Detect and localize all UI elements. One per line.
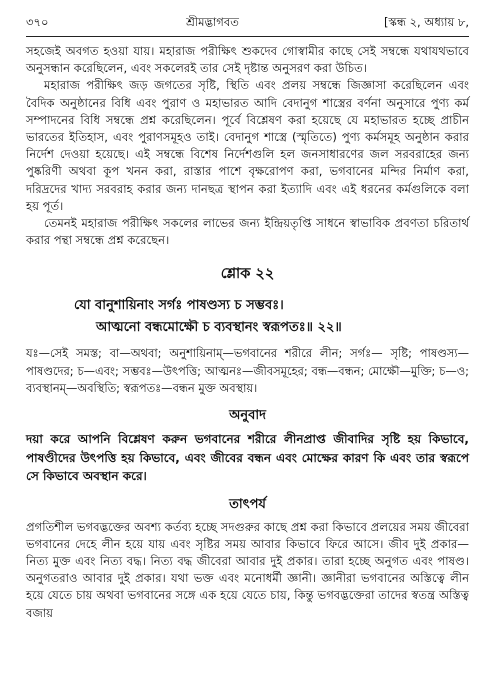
body-paragraph-3: তেমনই মহারাজ পরীক্ষিৎ সকলের লাভের জন্য ইন্দ্রিয়তৃপ্তি সাধনে স্বাভাবিক প্রবণতা চরিতার্থ করার পন্থা সম্বন্ধে প্রশ্ন করেছেন। [26,216,469,248]
canto-chapter: [স্কন্ধ ২, অধ্যায় ৮, [384,15,469,29]
page-header [26,14,469,36]
body-paragraph-1: সহজেই অবগত হওয়া যায়। মহারাজ পরীক্ষিৎ শুকদেব গোস্বামীর কাছে সেই সম্বন্ধে যথাযথভাবে অনুসন্ধান করেছিলেন, এবং সকলেরই তার সেই দৃষ্টান্ত অনুসরণ করা উচিত। [26,44,469,76]
body-paragraph-2: মহারাজ পরীক্ষিৎ জড় জগতের সৃষ্টি, স্থিতি এবং প্রলয় সম্বন্ধে জিজ্ঞাসা করেছিলেন এবং বৈদিক অনুষ্ঠানের বিধি এবং পুরাণ ও মহাভারত আদি বেদানুগ শাস্ত্রের বর্ণনা অনুসারে পুণ্য কর্ম সম্পাদনের বিধি সম্বন্ধে প্রশ্ন করেছিলেন। পূর্বে বিশ্লেষণ করা হয়েছে যে মহাভারত হচ্ছে প্রাচীন ভারতের ইতিহাস, এবং পুরাণসমূহও তাই। বেদানুগ শাস্ত্রে (স্মৃতিতে) পুণ্য কর্মসমূহ অনুষ্ঠান করার নির্দেশ দেওয়া হয়েছে। এই সম্বন্ধে বিশেষ নির্দেশগুলি হল জনসাধারণের জল সরবরাহের জন্য পুষ্করিণী অথবা কূপ খনন করা, রাস্তার পাশে বৃক্ষরোপণ করা, ভগবানের মন্দির নির্মাণ করা, দরিদ্রদের খাদ্য সরবরাহ করার জন্য দানছত্র স্থাপন করা ইত্যাদি এবং এই ধরনের কর্মগুলিকে বলা হয় পূর্ত। [26,78,469,213]
purport-section [26,519,469,622]
page-number: ৩৭০ [26,15,49,29]
header-rule [26,36,469,37]
translation-heading: অনুবাদ [229,408,266,424]
book-title: শ্রীমদ্ভাগবত [186,15,239,29]
verse-title: শ্লোক ২২ [220,266,275,283]
sanskrit-verse [26,295,469,339]
purport-heading: তাৎপর্য [229,496,266,512]
translation-text: দয়া করে আপনি বিশ্লেষণ করুন ভগবানের শরীরে লীনপ্রাপ্ত জীবাদির সৃষ্টি হয় কিভাবে, পাষণ্ডীদের উৎপত্তি হয় কিভাবে, এবং জীবের বন্ধন এবং মোক্ষের কারণ কি এবং তার স্বরূপে সে কিভাবে অবস্থান করে। [26,432,469,484]
verse-line-2: আত্মনো বন্ধমোক্ষৌ চ ব্যবস্থানং স্বরূপতঃ॥ ২২॥ [96,320,342,336]
word-synonyms: যঃ—সেই সমস্ত; বা—অথবা; অনুশায়িনাম্—ভগবানের শরীরে লীন; সর্গঃ— সৃষ্টি; পাষণ্ডস্য—পাষণ্ডদের; চ—এবং; সম্ভবঃ—উৎপত্তি; আত্মনঃ—জীবসমূহের; বন্ধ—বন্ধন; মোক্ষৌ—মুক্তি; চ—ও; ব্যবস্থানম্—অবস্থিতি; স্বরূপতঃ—বন্ধন মুক্ত অবস্থায়। [26,346,469,395]
purport-text: প্রগতিশীল ভগবদ্ভক্তের অবশ্য কর্তব্য হচ্ছে সদগুরুর কাছে প্রশ্ন করা কিভাবে প্রলয়ের সময় জীবেরা ভগবানের দেহে লীন হয়ে যায় এবং সৃষ্টির সময় আবার কিভাবে ফিরে আসে। জীব দুই প্রকার—নিত্য মুক্ত এবং নিত্য বদ্ধ। নিত্য বদ্ধ জীবেরা আবার দুই প্রকার। তারা হচ্ছে অনুগত এবং পাষণ্ড। অনুগতরাও আবার দুই প্রকার। যথা ভক্ত এবং মনোধর্মী জ্ঞানী। জ্ঞানীরা ভগবানের অস্তিত্বে লীন হয়ে যেতে চায় অথবা ভগবানের সঙ্গে এক হয়ে যেতে চায়, কিন্তু ভগবদ্ভক্তেরা তাদের স্বতন্ত্র অস্তিত্ব বজায় [26,519,469,620]
verse-line-1: যো বানুশায়িনাং সর্গঃ পাষণ্ডস্য চ সম্ভবঃ। [74,298,284,314]
